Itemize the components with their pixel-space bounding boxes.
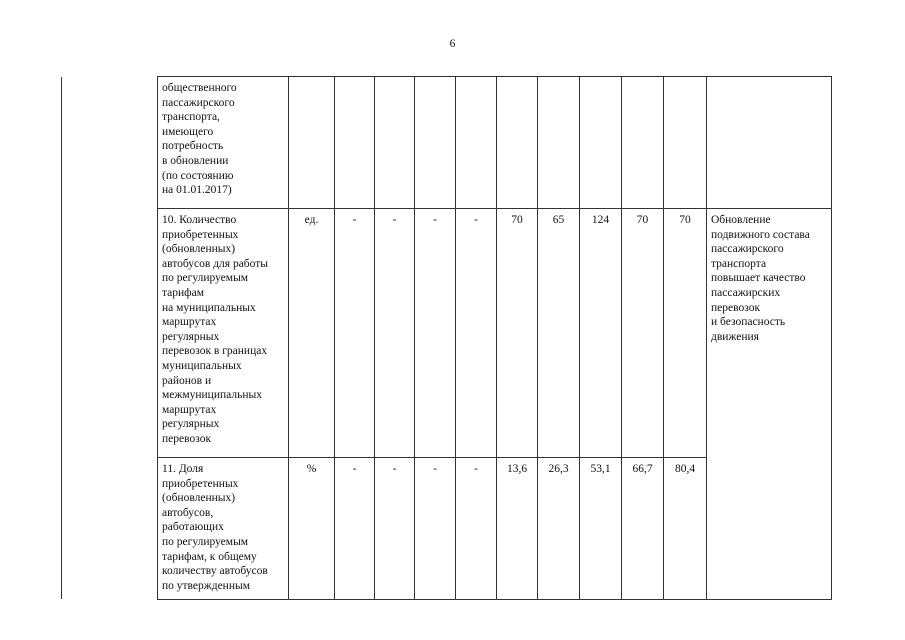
value-cell: 70 — [497, 209, 538, 458]
table-row — [158, 209, 832, 458]
value-cell — [580, 77, 622, 209]
value-cell: - — [456, 458, 497, 600]
unit-cell: % — [289, 458, 335, 600]
value-cell — [538, 77, 580, 209]
value-cell: 66,7 — [622, 458, 664, 600]
value-cell: 80,4 — [664, 458, 707, 600]
unit-cell: ед. — [289, 209, 335, 458]
value-cell — [497, 77, 538, 209]
value-cell: - — [375, 458, 415, 600]
value-cell: 65 — [538, 209, 580, 458]
indicator-cell: общественного пассажирского транспорта, имеющего потребность в обновлении (по состоянию на 01.01.2017) — [158, 77, 289, 209]
value-cell: 70 — [664, 209, 707, 458]
value-cell: 13,6 — [497, 458, 538, 600]
value-cell — [664, 77, 707, 209]
value-cell — [415, 77, 456, 209]
value-cell: 53,1 — [580, 458, 622, 600]
note-cell — [707, 77, 832, 209]
value-cell: 26,3 — [538, 458, 580, 600]
value-cell: 70 — [622, 209, 664, 458]
table-row — [158, 77, 832, 209]
value-cell — [375, 77, 415, 209]
value-cell: - — [456, 209, 497, 458]
indicators-table — [157, 76, 832, 600]
value-cell — [335, 77, 375, 209]
indicator-cell: 11. Доля приобретенных (обновленных) автобусов, работающих по регулируемым тарифам, к общему количеству автобусов по утвержденным — [158, 458, 289, 600]
value-cell: - — [335, 209, 375, 458]
value-cell: - — [415, 458, 456, 600]
value-cell: 124 — [580, 209, 622, 458]
value-cell: - — [375, 209, 415, 458]
indicator-cell: 10. Количество приобретенных (обновленных) автобусов для работы по регулируемым тарифам на муниципальных маршрутах регулярных перевозок в границах муниципальных районов и межмуниципальных маршрутах регулярных перевозок — [158, 209, 289, 458]
note-cell: Обновление подвижного состава пассажирского транспорта повышает качество пассажирских перевозок и безопасность движения — [707, 209, 832, 600]
value-cell — [456, 77, 497, 209]
left-margin-line — [61, 77, 62, 599]
unit-cell — [289, 77, 335, 209]
value-cell: - — [335, 458, 375, 600]
value-cell: - — [415, 209, 456, 458]
page-number: 6 — [449, 38, 456, 50]
value-cell — [622, 77, 664, 209]
